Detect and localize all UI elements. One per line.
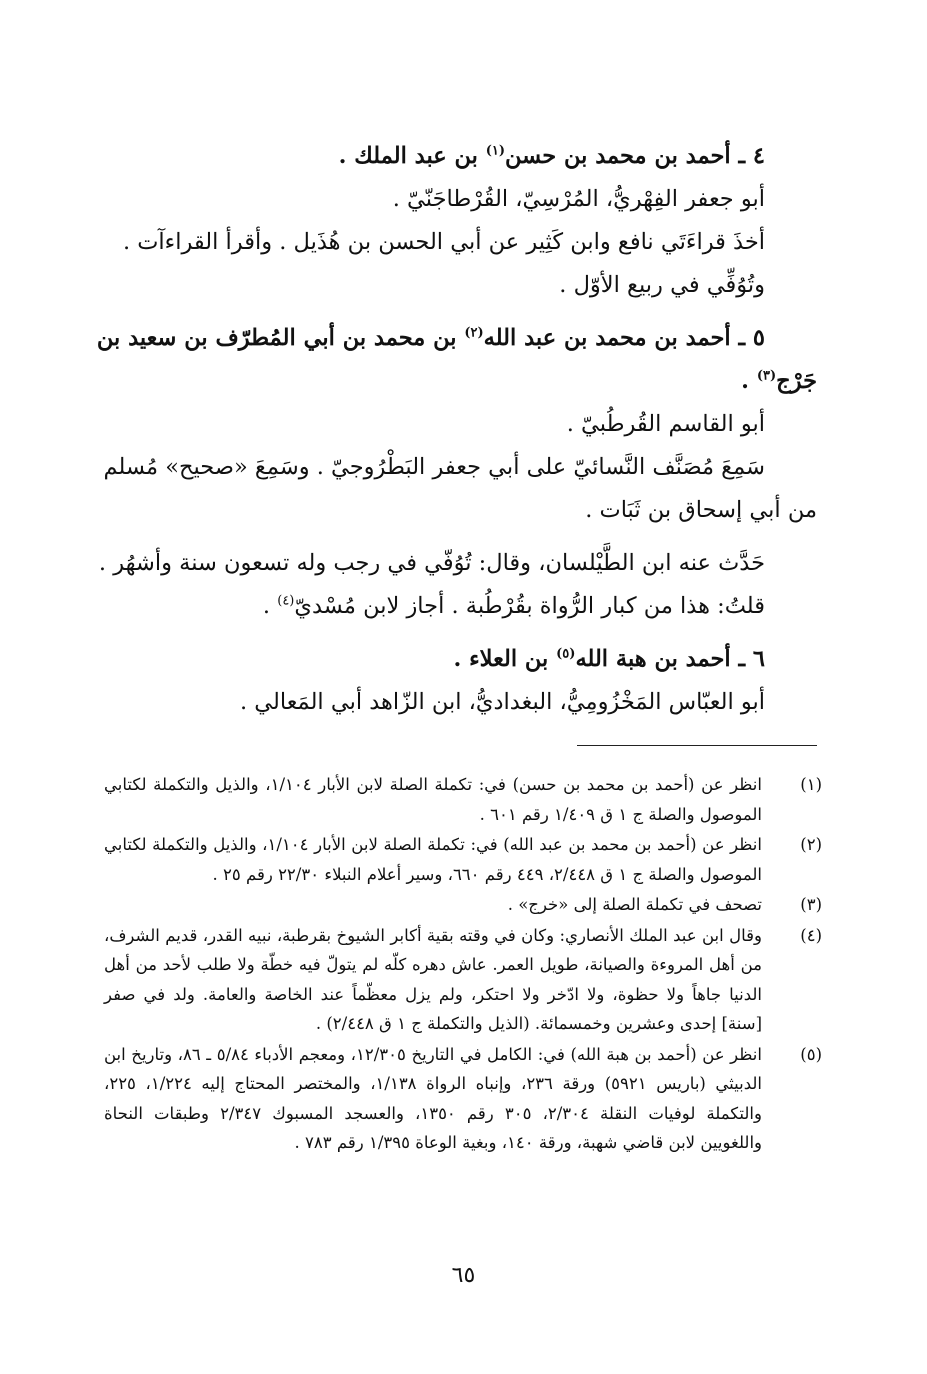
entry bbox=[105, 135, 817, 307]
footnote-number: (١) bbox=[800, 775, 822, 794]
entry-line bbox=[105, 585, 817, 628]
page-number: ٦٥ bbox=[451, 1263, 476, 1288]
heading-text: جَرْج bbox=[776, 368, 817, 394]
footnote-text: وقال ابن عبد الملك الأنصاري: وكان في وقته بقية أكابر الشيوخ بقرطبة، نبيه القدر، قديم الشرف، من أهل المروءة والصيانة، طويل العمر. عاش دهره كلّه لم يتولّ فيه خطّة ولا طلب لأحد من أهل الدنيا جاهاً ولا حظوة، ولا ادّخر ولا احتكر، ولم يزل معظّماً عند الخاصة والعامة. ولد في صفر [سنة] إحدى وعشرين وخمسمائة. (الذيل والتكملة ج ١ ق ٢/٤٤٨) . bbox=[104, 925, 762, 1033]
footnote-ref: (٣) bbox=[756, 368, 777, 384]
entry bbox=[96, 317, 817, 628]
entry-line: أبو العبّاس المَخْزُومِيُّ، البغداديُّ، ابن الزّاهد أبي المَعالي . bbox=[239, 689, 765, 715]
entry-heading bbox=[96, 317, 817, 360]
footnote bbox=[104, 921, 822, 1039]
entry-line: من أبي إسحاق بن ثَبَات . bbox=[585, 497, 817, 523]
entry-heading bbox=[105, 638, 817, 681]
footnote bbox=[104, 890, 822, 920]
footnote-number: (٥) bbox=[800, 1044, 822, 1064]
footnotes bbox=[104, 770, 822, 1159]
entry-line: أبو جعفر الفِهْريُّ، المُرْسِيّ، القُرْطاجَنّيّ . bbox=[392, 186, 765, 212]
footnote bbox=[104, 1040, 822, 1158]
footnote-number: (٤) bbox=[800, 925, 822, 945]
entry-line: سَمِعَ مُصَنَّف النَّسائيّ على أبي جعفر البَطْرُوجيّ . وسَمِعَ «صحيح» مُسلم bbox=[103, 454, 765, 480]
entry-line: وتُوُفِّي في ربيع الأوّل . bbox=[559, 272, 765, 298]
entry-line: حَدَّث عنه ابن الطَّيْلسان، وقال: تُوُفّي في رجب وله تسعون سنة وأشهُر . bbox=[98, 550, 765, 576]
line-text: . bbox=[262, 593, 278, 619]
footnote-ref: (٢) bbox=[464, 325, 484, 341]
heading-text: بن محمد بن أبي المُطرّف بن سعيد بن bbox=[96, 325, 465, 351]
footnote-ref: (١) bbox=[485, 143, 506, 159]
footnote-text: انظر عن (أحمد بن محمد بن عبد الله) في: تكملة الصلة لابن الأبار ١/١٠٤، والذيل والتكملة لكتابي الموصول والصلة ج ١ ق ٢/٤٤٨، ٤٤٩ رقم ٦٦٠، وسير أعلام النبلاء ٢٢/٣٠ رقم ٢٥ . bbox=[104, 835, 762, 884]
heading-text: بن العلاء . bbox=[453, 646, 557, 672]
line-text: قلتُ: هذا من كبار الرُّواة بقُرْطُبة . أجاز لابن مُسْديّ bbox=[294, 593, 765, 619]
footnote bbox=[104, 770, 822, 829]
footnote-ref: (٤) bbox=[277, 593, 295, 609]
heading-text: ٤ ـ أحمد بن محمد بن حسن bbox=[505, 143, 765, 169]
heading-text: ٥ ـ أحمد بن محمد بن عبد الله bbox=[483, 325, 765, 351]
footnote bbox=[104, 830, 822, 889]
footnote-ref: (٥) bbox=[556, 646, 576, 662]
footnote-separator bbox=[577, 745, 817, 746]
footnote-text: تصحف في تكملة الصلة إلى «خرج» . bbox=[507, 895, 762, 914]
heading-text: . bbox=[741, 368, 757, 394]
heading-text: بن عبد الملك . bbox=[338, 143, 486, 169]
footnote-text: انظر عن (أحمد بن هبة الله) في: الكامل في التاريخ ١٢/٣٠٥، ومعجم الأدباء ٥/٨٤ ـ ٨٦، وتاريخ ابن الدبيثي (باريس ٥٩٢١) ورقة ٢٣٦، وإنباه الرواة ١/١٣٨، والمختصر المحتاج إليه ١/٢٢٤، ٢٢٥، والتكملة لوفيات النقلة ٢/٣٠٤، ٣٠٥ رقم ١٣٥٠، والعسجد المسبوك ٢/٣٤٧ وطبقات النحاة واللغويين لابن قاضي شهبة، ورقة ١٤٠، وبغية الوعاة ١/٣٩٥ رقم ٧٨٣ . bbox=[104, 1044, 762, 1152]
entry bbox=[105, 638, 817, 724]
main-text bbox=[96, 135, 817, 724]
footnote-number: (٢) bbox=[800, 835, 822, 854]
entry-line: أبو القاسم القُرطُبيّ . bbox=[566, 411, 765, 437]
entry-heading bbox=[105, 135, 817, 178]
footnote-text: انظر عن (أحمد بن محمد بن حسن) في: تكملة الصلة لابن الأبار ١/١٠٤، والذيل والتكملة لكتابي الموصول والصلة ج ١ ق ١/٤٠٩ رقم ٦٠١ . bbox=[104, 775, 762, 824]
heading-text: ٦ ـ أحمد بن هبة الله bbox=[575, 646, 765, 672]
footnote-number: (٣) bbox=[800, 895, 822, 914]
entry-heading-continued bbox=[105, 360, 817, 403]
entry-line: أخذَ قراءَتَي نافع وابن كَثِير عن أبي الحسن بن هُذَيل . وأقرأ القراءآت . bbox=[122, 229, 765, 255]
